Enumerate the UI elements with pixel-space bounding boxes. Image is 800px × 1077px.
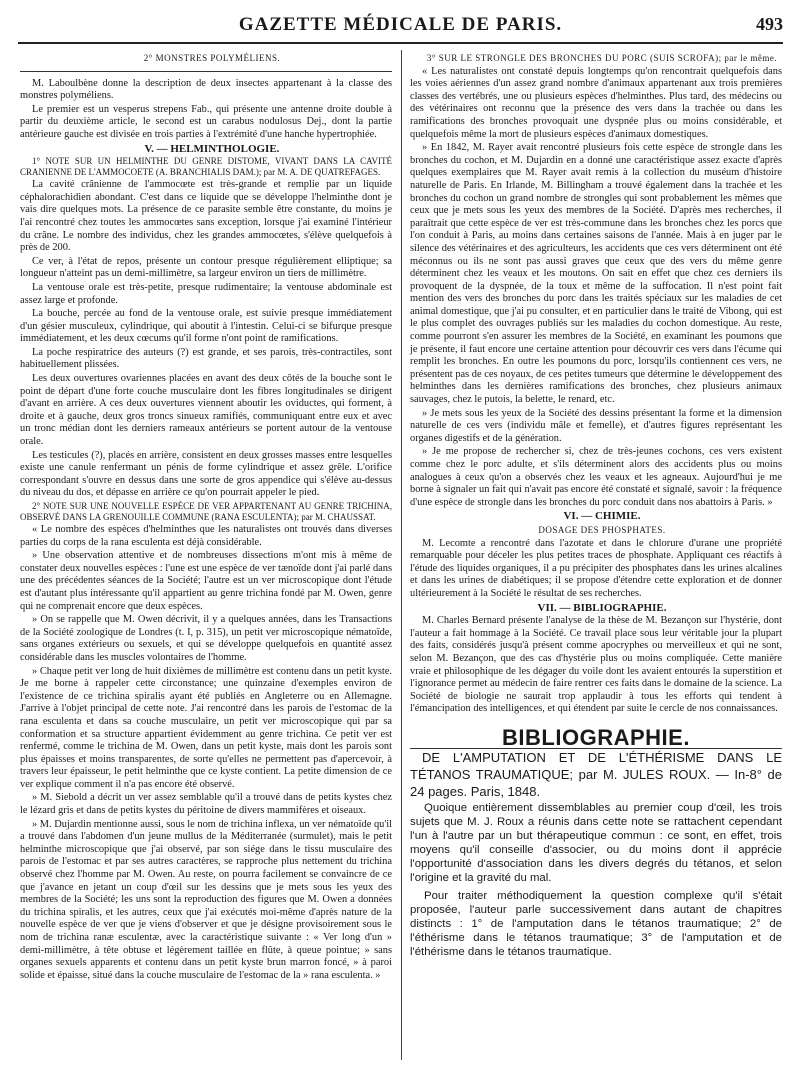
column-divider	[401, 50, 402, 1060]
paragraph: « Les naturalistes ont constaté depuis longtemps qu'on rencontrait quelquefois dans les voies aériennes d'un assez grand nombre d'animaux appartenant aux trois premières classes des vertébrés, une ou plusieurs espèces d'helminthes. Plus tard, des médecins ou des vétérinaires ont reconnu que la présence des vers dans la trachée ou dans les ramifications des bronches provoquait une dyspnée plus ou moins considérable, et quelquefois même la mort de plusieurs espèces d'animaux domestiques.	[410, 65, 782, 140]
paragraph: Quoique entièrement dissemblables au premier coup d'œil, les trois sujets que M. J. Roux a réunis dans cette note se rattachent cependant l'un à l'autre par un but thérapeutique commun : ce sont, en effet, trois moyens qu'il conseille d'associer, ou du moins dont il apprécie l'opportunité d'association dans les divers degrés du tétanos, et selon l'origine et la gravité du mal.	[410, 802, 782, 885]
paragraph: Pour traiter méthodiquement la question complexe qu'il s'était proposée, l'auteur parle successivement dans autant de chapitres distincts : 1° de l'amputation dans le tétanos traumatique; 2° de l'éthérisme dans le tétanos traumatique; 3° de l'amputation et de l'éthérisme dans le tétanos traumatique.	[410, 890, 782, 959]
paragraph: M. Laboulbène donne la description de deux insectes appartenant à la classe des monstres polyméliens.	[20, 77, 392, 102]
section-heading-bibliographie: VII. — BIBLIOGRAPHIE.	[537, 601, 667, 614]
paragraph: » En 1842, M. Rayer avait rencontré plusieurs fois cette espèce de strongle dans les bronches du cochon, et M. Dujardin en a donné une caractéristique assez exacte d'après quelques exemplaires que M. Rayer avait remis à la collection du muséum d'histoire naturelle de Paris. En Irlande, M. Billingham a trouvé également dans la trachée et les bronches du cochon un grand nombre de strongles qui sont probablement les mêmes que ceux que je mets sous les yeux des membres de la Société. D'après mes recherches, il paraîtrait que cette espèce de ver est très-commune dans les bronches chez les porcs que l'on conduit à Paris, au moins dans certaines saisons de l'année. Mais à en juger par le silence des vétérinaires et des agriculteurs, les accidents que ces vers déterminent ont été méconnus ou ils ne sont pas aussi graves que ceux que des vers du même genre déterminent chez les veaux et les moutons. On sait en effet que chez ces derniers ils provoquent de la dyspnée, de la toux et même de la suffocation. Il n'est point fait mention des vers des bronches du porc dans les traités spéciaux sur les maladies de cet animal domestique, que j'ai pu consulter, et en particulier dans le traité de Vibong, qui est le plus complet des ouvrages publiés sur les maladies du cochon domestique. Au reste, comme pourront s'en assurer les membres de la Société, en examinant les poumons que je présente, il faut encore une certaine attention pour découvrir ces vers dans l'écume qui remplit les bronches. En outre les poumons du porc, lorsqu'ils contiennent ces vers, ne présentent pas de ces noyaux, de ces petites tumeurs que détermine le développement des helminthes dans les dernières ramifications des bronches, chez plusieurs animaux sauvages, chez le putois, la belette, le renard, etc.	[410, 142, 782, 406]
note-heading: 3° SUR LE STRONGLE DES BRONCHES DU PORC (SUIS SCROFA); par le même.	[426, 53, 778, 63]
paragraph: Les testicules (?), placés en arrière, consistent en deux grosses masses entre lesquelles existe une canule renfermant un pénis de forme cylindrique et assez grêle. L'orifice correspondant s'ouvre en dessus dans une sorte de gros appendice qui s'élève au-dessus du niveau du dos, et dépasse en arrière ce qu'on pourrait appeler le pied.	[20, 449, 392, 499]
page-number: 493	[756, 14, 783, 34]
review-body	[410, 801, 782, 959]
paragraph: » M. Dujardin mentionne aussi, sous le nom de trichina inflexa, un ver nématoïde qu'il a trouvé dans l'abdomen d'un jeune mullus de la Méditerranée (surmulet), mais le petit helminthe microscopique que j'ai observé, par son siége dans le tissu musculaire des parois de l'estomac et par ses autres caractères, se rapproche plus nettement du trichina observé chez l'homme par M. Owen. Au reste, on pourra facilement se convaincre de ce que j'avance en jetant un coup d'œil sur les dessins que je mets sous les yeux des membres de la Société; les uns sont la reproduction des figures que M. Owen a données du trichina spiralis, et les autres, ceux que j'ai exécutés moi-même d'après nature de la nouvelle espèce de ver que je viens d'observer et que je désigne provisoirement sous le nom de trichina ranæ esculentæ, avec la caractéristique suivante : « Ver long d'un » demi-millimètre, à tête obtuse et légèrement taillée en flûte, à queue pointue; » sans organes sexuels apparents et contenu dans un petit kyste brun marron foncé, » à paroi solide et épaisse, situé dans la couche musculaire de l'estomac de la » rana esculenta. »	[20, 818, 392, 981]
paragraph: La poche respiratrice des auteurs (?) est grande, et ses parois, très-contractiles, sont habituellement plissées.	[20, 346, 392, 371]
bibliographie-banner: BIBLIOGRAPHIE.	[410, 732, 782, 750]
subsection-heading: DOSAGE DES PHOSPHATES.	[538, 524, 666, 535]
paragraph: La bouche, percée au fond de la ventouse orale, est suivie presque immédiatement d'un gésier musculeux, cylindrique, qui aboutit à l'intestin. Celui-ci se bifurque presque immédiatement, et les deux cœcums qu'il forme n'ont point de ramifications.	[20, 308, 392, 345]
paragraph: » M. Siebold a décrit un ver assez semblable qu'il a trouvé dans de petits kystes chez le lézard gris et dans de petits kystes du péritoine de divers mammifères et oiseaux.	[20, 792, 392, 817]
paragraph: » Je me propose de rechercher si, chez de très-jeunes cochons, ces vers existent comme chez le porc adulte, et s'ils déterminent alors des accidents plus ou moins analogues à ceux qu'on a observés chez les veaux et les agneaux. Aujourd'hui je me borne à signaler un fait qui n'avait pas encore été constaté et signalé, savoir : la fréquence d'une espèce de strongle dans les bronches du porc conduit dans nos abattoirs à Paris. »	[410, 446, 782, 508]
page-header	[18, 14, 783, 44]
journal-title: GAZETTE MÉDICALE DE PARIS.	[238, 14, 563, 35]
left-column	[20, 52, 392, 983]
note-heading: 2° NOTE SUR UNE NOUVELLE ESPÈCE DE VER APPARTENANT AU GENRE TRICHINA, OBSERVÉ DANS LA GRENOUILLE COMMUNE (RANA ESCULENTA); par M. CHAUSSAT.	[20, 501, 392, 522]
book-title: DE L'AMPUTATION ET DE L'ÉTHÉRISME DANS LE TÉTANOS TRAUMATIQUE; par M. JULES ROUX. — In-8° de 24 pages. Paris, 1848.	[410, 750, 782, 800]
paragraph: » Une observation attentive et de nombreuses dissections m'ont mis à même de constater deux nouvelles espèces : l'une est une espèce de ver tænoïde dont j'ai parlé dans une des précédentes séances de la Société; l'autre est un ver microscopique dont l'étude est d'autant plus intéressante qu'il appartient au genre trichina fondé par M. Owen, genre qui ne comprenait encore que deux espèces.	[20, 550, 392, 612]
paragraph: » Chaque petit ver long de huit dixièmes de millimètre est contenu dans un petit kyste. Je me borne à rappeler cette circonstance; une quinzaine d'exemples environ de l'existence de ce trichina spiralis ayant été publiés en Angleterre ou en Allemagne. J'arrive à l'objet principal de cette note. J'ai rencontré dans les parois de l'estomac de la rana esculenta et dans sa couche musculaire, un petit ver microscopique qui par sa conformation et sa structure appartient évidemment au genre trichina. Ce petit ver est renfermé, comme le trichina de M. Owen, dans un petit kyste, mais dont les parois sont plus épaisses et moins transparentes, de sorte qu'elles ne permettent pas d'apercevoir, à travers leur épaisseur, le petit helminthe que ce kyste contient. La petite dimension de ce ver explique comment il n'a pas encore été observé.	[20, 665, 392, 790]
paragraph: Le premier est un vesperus strepens Fab., qui présente une antenne droite double à partir du deuxième article, le second est un carabus nodulosus Dej., dont la partie antérieure gauche est divisée en trois parties à l'extrémité d'une hanche hypertrophiée.	[20, 103, 392, 140]
paragraph: « Le nombre des espèces d'helminthes que les naturalistes ont trouvés dans diverses parties du corps de la rana esculenta est déjà considérable.	[20, 524, 392, 548]
paragraph: » Je mets sous les yeux de la Société des dessins présentant la forme et la dimension naturelle de ces vers (individu mâle et femelle), et d'autres figures représentant les organes digestifs et de la génération.	[410, 407, 782, 444]
section-heading-chimie: VI. — CHIMIE.	[563, 510, 641, 523]
paragraph: » On se rappelle que M. Owen décrivit, il y a quelques années, dans les Transactions de la Société zoologique de Londres (t. I, p. 315), un petit ver microscopique nématoïde, sans organes extérieurs ou sexuels, et qui se développe quelquefois en quantité assez considérable dans les muscles volontaires de l'homme.	[20, 614, 392, 663]
section-heading-helminthologie: V. — HELMINTHOLOGIE.	[144, 142, 280, 155]
paragraph: Les deux ouvertures ovariennes placées en avant des deux côtés de la bouche sont le point de départ d'une forte couche musculaire dont les fibres longitudinales se dirigent d'avant en arrière. A ces deux ouvertures viennent aboutir les oviductes, qui forment, à droite et à gauche, deux gros troncs sinueux ramifiés, communiquant entre eux et avec un tronc médian dont les derniers rameaux antérieurs se portent autour de la ventouse orale.	[20, 373, 392, 448]
note-heading: 1° NOTE SUR UN HELMINTHE DU GENRE DISTOME, VIVANT DANS LA CAVITÉ CRANIENNE DE L'AMMOCOETE (A. BRANCHIALIS DAM.); par M. A. DE QUATREFAGES.	[20, 156, 392, 178]
paragraph: M. Lecomte a rencontré dans l'azotate et dans le chlorure d'urane une propriété remarquable pour déceler les plus petites traces de phosphate. Appliquant ces réactifs à l'étude des liquides organiques, il a pu précipiter des phosphates dans les urines alcalines et dans les urines de diabétiques; il se propose d'étendre cette exploration et de donner ultérieurement à la Société le résultat de ses recherches.	[410, 537, 782, 599]
divider	[20, 71, 392, 72]
paragraph: La cavité crânienne de l'ammocœte est très-grande et remplie par un liquide céphalorachidien abondant. C'est dans ce liquide que se développe l'helminthe dont je vais dire quelques mots. La présence de ce parasite semble être constante, du moins je l'ai rencontré chez toutes les ammocœtes sans exception, lorsque j'ai examiné l'intérieur du crâne. Le nombre des individus, chez les grandes ammocœtes, s'élève quelquefois à près de 200.	[20, 179, 392, 254]
paragraph: La ventouse orale est très-petite, presque rudimentaire; la ventouse abdominale est assez large et profonde.	[20, 281, 392, 306]
paragraph: Ce ver, à l'état de repos, présente un contour presque régulièrement elliptique; sa longueur n'atteint pas un demi-millimètre, sa largeur environ un tiers de millimètre.	[20, 255, 392, 280]
right-column	[410, 52, 782, 963]
subsection-heading: 2° MONSTRES POLYMÉLIENS.	[143, 53, 281, 63]
paragraph: M. Charles Bernard présente l'analyse de la thèse de M. Bezançon sur l'hystérie, dont l'auteur a fait hommage à la Société. Ce travail place sous leur véritable jour la plupart des faits, considérés jusqu'à présent comme apocryphes ou merveilleux et qui ne sont, selon M. Bezançon, que des cas d'hystérie plus ou moins compliquée. Cette manière vraie et philosophique de les dégager du voile dont les avaient entourés la superstition et l'ignorance permet au médecin de faire rentrer ces faits dans le domaine de la science. La Société de biologie ne saurait trop applaudir à tous les efforts qui tendent à l'émancipation des intelligences, et qui étendent par suite le cercle de nos connaissances.	[410, 615, 782, 715]
